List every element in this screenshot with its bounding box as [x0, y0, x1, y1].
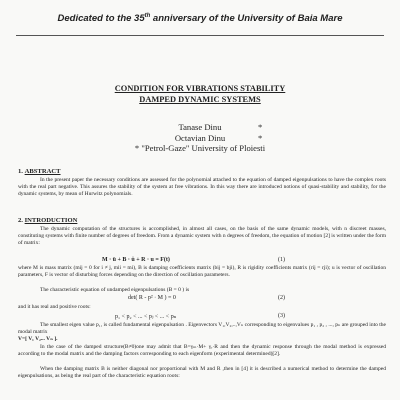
dedication-sup: th [144, 13, 151, 19]
author-1: Tanase Dinu [178, 122, 222, 132]
intro-paragraph-5: The smallest eigen value p₁, is called fundamental eigenpulsation . Eigenvectors V₁,V₂,..,Vₙ corresponding to eigenvalues p₁ , p₂ , ..., pₙ are grouped into the modal matrix [18, 322, 386, 335]
equation-3: p₁ < p₂ < ... < pⱼ < ... < pₙ [115, 314, 177, 320]
author-2: Octavian Dinu [174, 132, 226, 143]
dedication [0, 13, 400, 24]
intro-paragraph-4: and it has real and positive roots: [18, 304, 91, 310]
abstract-text: In the present paper the necessary conditions are assessed for the polynomial attached to the equation of damped eigenpulsations to have the complex roots with the real part negative. This assures the stability of the system at free vibrations. In this way there are introduced notions of quasi-stability and stability, for the dynamic systems, by mean of Hurwitz polynomials. [18, 177, 386, 197]
equation-1: M · ü + B · u̇ + R · u = F(t) [102, 257, 170, 263]
equation-2: det( R - p² · M ) = 0 [128, 295, 176, 301]
title-line-1: CONDITION FOR VIBRATIONS STABILITY [114, 84, 286, 93]
paper-title [0, 83, 400, 105]
intro-paragraph-2: where M is mass matrix (mij = 0 for i ≠ j, mii = mi), B is damping coefficients matrix (bij = bji), R is rigidity coefficients matrix (rij = rji); u is vector of oscillation parameters, F is vector of disturbing forces depending on the direction of oscillation parameters. [18, 265, 386, 278]
author-1-star: * [258, 122, 263, 132]
equation-3-number: (3) [278, 313, 285, 319]
equation-2-number: (2) [278, 295, 285, 301]
intro-heading-num: 2. [18, 217, 23, 224]
equation-1-number: (1) [278, 257, 285, 263]
dedication-before: Dedicated to the 35 [57, 13, 145, 25]
affiliation: * "Petrol-Gaze" University of Ploiesti [134, 143, 266, 153]
intro-heading-text: INTRODUCTION [24, 217, 78, 224]
dedication-after: anniversary of the University of Baia Mare [150, 13, 343, 25]
header-rule [16, 35, 384, 36]
intro-paragraph-7: When the damping matrix B is neither diagonal nor proportional with M and R ,then in [4] it is described a numerical method to determine the damped eigenpulsations, as being the real part of the characteristic equation roots: [18, 366, 386, 379]
abstract-heading-text: ABSTRACT [24, 168, 61, 175]
authors-block [0, 122, 400, 154]
abstract-heading [18, 168, 61, 175]
intro-paragraph-1: The dynamic computation of the structures is accomplished, in almost all cases, on the basis of the same dynamic models, with n discreet masses, constituting systems with finite number of degrees of freedom. From a dynamic system with n degrees of freedom, the equation of motion [2] is written under the form of matrix: [18, 226, 386, 246]
abstract-heading-num: 1. [18, 168, 23, 175]
intro-heading [18, 217, 77, 224]
modal-matrix-definition: V=[ V₁ V₂... Vₙ ]. [18, 336, 58, 342]
title-line-2: DAMPED DYNAMIC SYSTEMS [139, 95, 261, 104]
intro-paragraph-3: The characteristic equation of undamped eigenpulsations (B = 0 ) is [40, 287, 190, 293]
intro-paragraph-6: In the case of the damped structure(B≠0)one may admit that B=γₘ·M+ γᵣ·R and then the dynamic response through the modal method is expressed according to the modal matrix and the damping factors corresponding to each eigenform (experimental determined)[2]. [18, 344, 386, 357]
author-2-star: * [258, 132, 263, 143]
